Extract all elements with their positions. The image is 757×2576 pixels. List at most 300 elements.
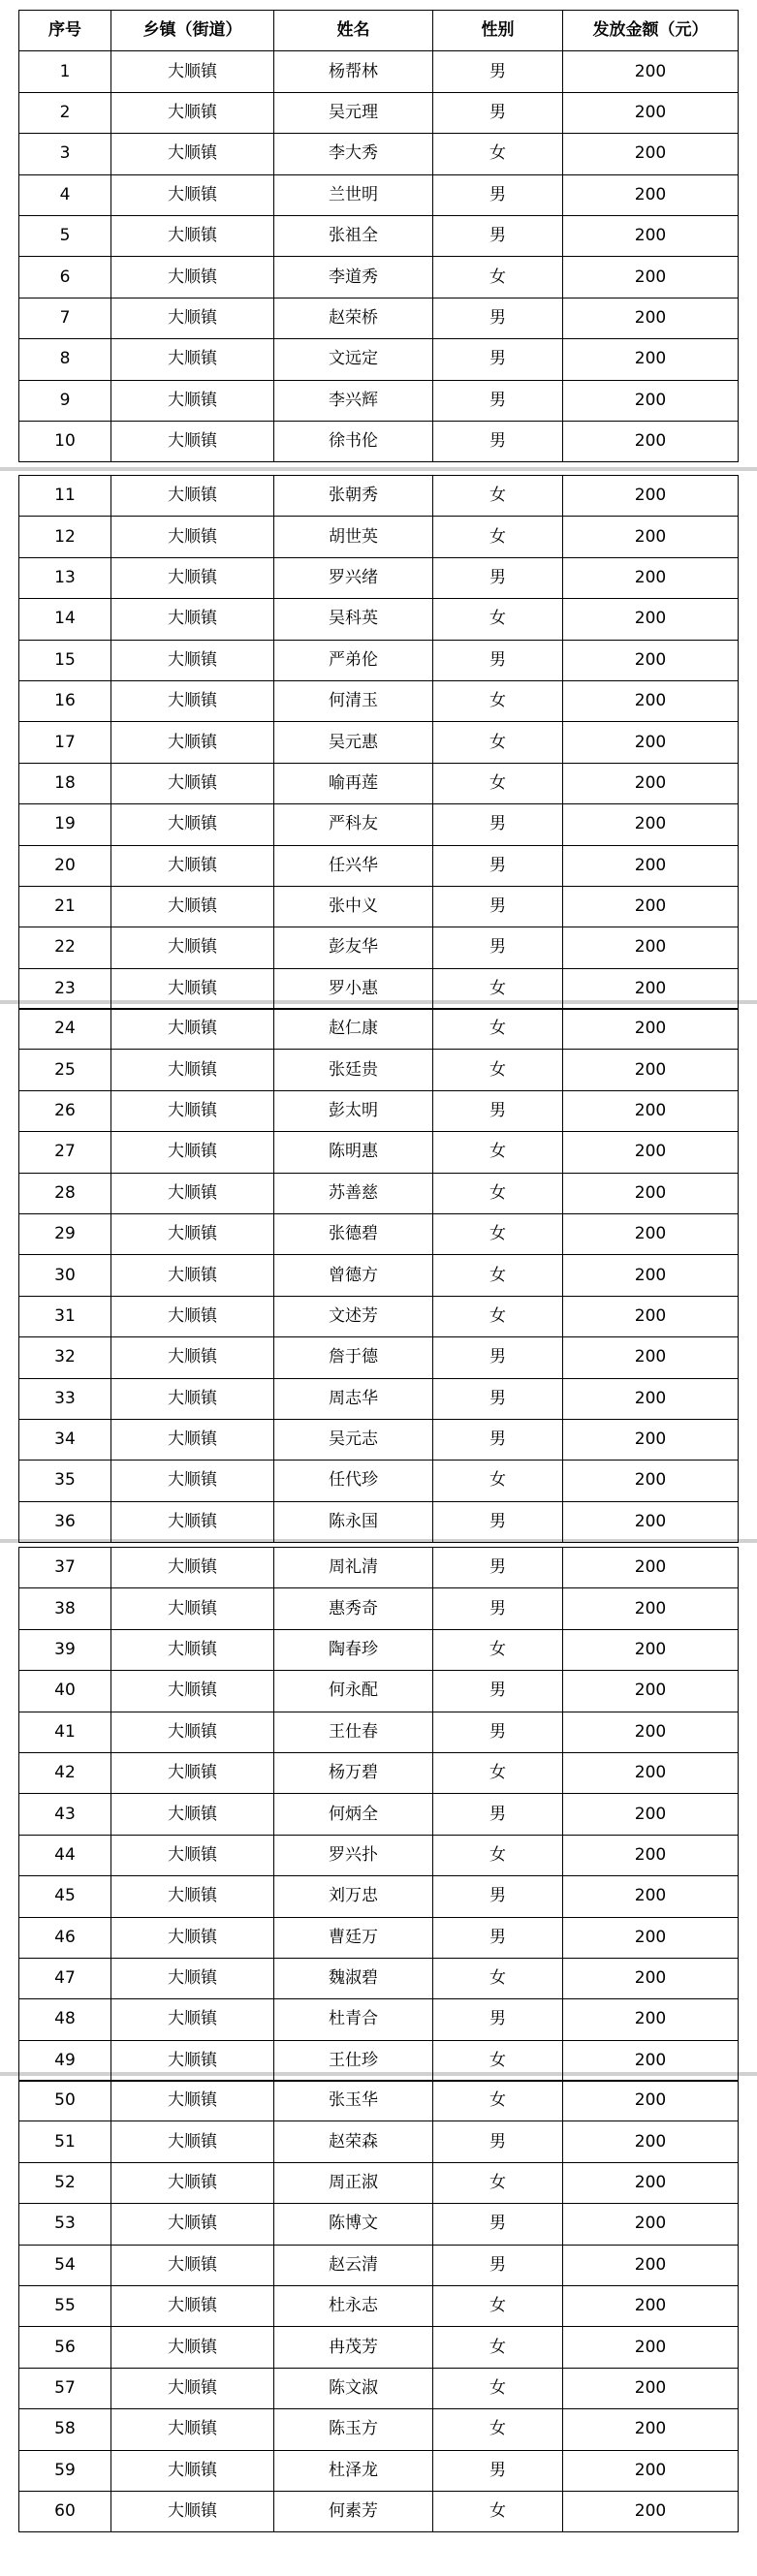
col-amount-cell: 200	[563, 1173, 739, 1213]
col-gender-cell: 男	[433, 1588, 563, 1629]
table-row	[19, 1958, 739, 1998]
col-gender-cell: 男	[433, 927, 563, 968]
col-township-cell: 大顺镇	[111, 1213, 274, 1254]
col-township-cell: 大顺镇	[111, 2327, 274, 2368]
col-township-cell: 大顺镇	[111, 1752, 274, 1793]
col-township-cell: 大顺镇	[111, 174, 274, 215]
table-row	[19, 599, 739, 640]
col-gender-cell: 男	[433, 2450, 563, 2491]
col-township-cell: 大顺镇	[111, 215, 274, 256]
col-name-cell: 王仕珍	[274, 2040, 433, 2081]
col-gender-cell: 女	[433, 1009, 563, 1050]
col-gender-cell: 女	[433, 1173, 563, 1213]
col-township-cell: 大顺镇	[111, 2450, 274, 2491]
col-township-cell: 大顺镇	[111, 1835, 274, 1875]
col-index-cell: 53	[19, 2204, 111, 2245]
col-gender-cell: 女	[433, 2081, 563, 2121]
col-name-cell: 张德碧	[274, 1213, 433, 1254]
col-index-cell: 12	[19, 517, 111, 557]
col-name-cell: 杜永志	[274, 2285, 433, 2326]
col-gender-cell: 男	[433, 557, 563, 598]
col-township-cell: 大顺镇	[111, 2081, 274, 2121]
col-index-cell: 51	[19, 2121, 111, 2162]
col-gender-cell: 男	[433, 1671, 563, 1712]
col-index-cell: 27	[19, 1132, 111, 1173]
col-township-cell: 大顺镇	[111, 2162, 274, 2203]
col-township-cell: 大顺镇	[111, 1588, 274, 1629]
col-amount-cell: 200	[563, 1501, 739, 1542]
col-amount-cell: 200	[563, 2285, 739, 2326]
col-index-cell: 28	[19, 1173, 111, 1213]
col-amount-cell: 200	[563, 1419, 739, 1460]
col-gender-cell: 男	[433, 1548, 563, 1588]
col-index-cell: 17	[19, 722, 111, 763]
recipient-table-page-3	[18, 1008, 739, 1543]
col-township-cell: 大顺镇	[111, 557, 274, 598]
page-separator	[0, 467, 757, 471]
col-name-cell: 赵荣桥	[274, 298, 433, 338]
col-gender-cell: 女	[433, 1050, 563, 1090]
table-row	[19, 1794, 739, 1835]
col-index-cell: 34	[19, 1419, 111, 1460]
col-gender-cell: 女	[433, 2040, 563, 2081]
col-township-cell: 大顺镇	[111, 298, 274, 338]
col-name-cell: 张中义	[274, 886, 433, 927]
col-township-cell: 大顺镇	[111, 51, 274, 92]
table-row	[19, 298, 739, 338]
col-amount-cell: 200	[563, 1917, 739, 1958]
table-row	[19, 722, 739, 763]
col-amount-cell: 200	[563, 421, 739, 461]
table-row	[19, 1876, 739, 1917]
col-township-cell: 大顺镇	[111, 927, 274, 968]
col-amount-cell: 200	[563, 1752, 739, 1793]
col-township-cell: 大顺镇	[111, 968, 274, 1009]
header-col-amount: 发放金额（元）	[563, 11, 739, 51]
table-row	[19, 51, 739, 92]
col-index-cell: 43	[19, 1794, 111, 1835]
col-amount-cell: 200	[563, 51, 739, 92]
col-name-cell: 文远定	[274, 339, 433, 380]
col-name-cell: 何永配	[274, 1671, 433, 1712]
col-index-cell: 41	[19, 1712, 111, 1752]
col-name-cell: 陈永国	[274, 1501, 433, 1542]
col-gender-cell: 女	[433, 1132, 563, 1173]
col-gender-cell: 男	[433, 2121, 563, 2162]
table-row	[19, 1999, 739, 2040]
col-township-cell: 大顺镇	[111, 1009, 274, 1050]
col-index-cell: 38	[19, 1588, 111, 1629]
col-amount-cell: 200	[563, 257, 739, 298]
col-gender-cell: 男	[433, 886, 563, 927]
col-index-cell: 22	[19, 927, 111, 968]
col-township-cell: 大顺镇	[111, 2121, 274, 2162]
col-amount-cell: 200	[563, 1629, 739, 1670]
table-row	[19, 557, 739, 598]
col-amount-cell: 200	[563, 2409, 739, 2450]
col-township-cell: 大顺镇	[111, 476, 274, 517]
col-township-cell: 大顺镇	[111, 1629, 274, 1670]
table-row	[19, 2204, 739, 2245]
col-name-cell: 严科友	[274, 804, 433, 845]
col-gender-cell: 男	[433, 215, 563, 256]
table-row	[19, 1671, 739, 1712]
col-township-cell: 大顺镇	[111, 1548, 274, 1588]
col-name-cell: 杜泽龙	[274, 2450, 433, 2491]
col-index-cell: 48	[19, 1999, 111, 2040]
table-row	[19, 804, 739, 845]
col-amount-cell: 200	[563, 2327, 739, 2368]
col-name-cell: 曾德方	[274, 1255, 433, 1296]
col-township-cell: 大顺镇	[111, 1132, 274, 1173]
col-amount-cell: 200	[563, 1958, 739, 1998]
header-col-township: 乡镇（街道）	[111, 11, 274, 51]
col-index-cell: 16	[19, 680, 111, 721]
col-gender-cell: 女	[433, 517, 563, 557]
col-index-cell: 3	[19, 134, 111, 174]
table-row	[19, 886, 739, 927]
col-index-cell: 30	[19, 1255, 111, 1296]
col-index-cell: 20	[19, 845, 111, 886]
col-amount-cell: 200	[563, 2368, 739, 2408]
col-name-cell: 胡世英	[274, 517, 433, 557]
table-row	[19, 1050, 739, 1090]
col-amount-cell: 200	[563, 1671, 739, 1712]
col-amount-cell: 200	[563, 599, 739, 640]
col-name-cell: 冉茂芳	[274, 2327, 433, 2368]
col-name-cell: 徐书伦	[274, 421, 433, 461]
col-index-cell: 57	[19, 2368, 111, 2408]
col-name-cell: 曹廷万	[274, 1917, 433, 1958]
col-township-cell: 大顺镇	[111, 1255, 274, 1296]
col-name-cell: 杜青合	[274, 1999, 433, 2040]
col-gender-cell: 女	[433, 722, 563, 763]
col-index-cell: 42	[19, 1752, 111, 1793]
col-gender-cell: 男	[433, 1337, 563, 1378]
col-gender-cell: 女	[433, 968, 563, 1009]
table-row	[19, 1629, 739, 1670]
col-name-cell: 何素芳	[274, 2491, 433, 2531]
col-township-cell: 大顺镇	[111, 1917, 274, 1958]
col-index-cell: 18	[19, 763, 111, 803]
col-amount-cell: 200	[563, 1255, 739, 1296]
table-row	[19, 1752, 739, 1793]
table-row	[19, 380, 739, 421]
col-township-cell: 大顺镇	[111, 1378, 274, 1419]
col-amount-cell: 200	[563, 380, 739, 421]
table-row	[19, 1461, 739, 1501]
col-name-cell: 杨帮林	[274, 51, 433, 92]
col-gender-cell: 女	[433, 763, 563, 803]
col-gender-cell: 女	[433, 1461, 563, 1501]
col-name-cell: 李道秀	[274, 257, 433, 298]
col-amount-cell: 200	[563, 1378, 739, 1419]
table-row	[19, 845, 739, 886]
col-township-cell: 大顺镇	[111, 2285, 274, 2326]
col-township-cell: 大顺镇	[111, 1999, 274, 2040]
col-name-cell: 陈博文	[274, 2204, 433, 2245]
col-name-cell: 刘万忠	[274, 1876, 433, 1917]
col-amount-cell: 200	[563, 845, 739, 886]
col-amount-cell: 200	[563, 763, 739, 803]
col-gender-cell: 女	[433, 257, 563, 298]
col-index-cell: 49	[19, 2040, 111, 2081]
table-row	[19, 1501, 739, 1542]
col-township-cell: 大顺镇	[111, 804, 274, 845]
col-index-cell: 52	[19, 2162, 111, 2203]
table-row	[19, 517, 739, 557]
col-amount-cell: 200	[563, 1009, 739, 1050]
table-row	[19, 1213, 739, 1254]
col-name-cell: 兰世明	[274, 174, 433, 215]
col-township-cell: 大顺镇	[111, 1876, 274, 1917]
col-amount-cell: 200	[563, 215, 739, 256]
col-township-cell: 大顺镇	[111, 517, 274, 557]
col-amount-cell: 200	[563, 927, 739, 968]
table-row	[19, 1378, 739, 1419]
table-row	[19, 2285, 739, 2326]
col-gender-cell: 男	[433, 339, 563, 380]
col-name-cell: 彭太明	[274, 1090, 433, 1131]
col-index-cell: 36	[19, 1501, 111, 1542]
col-township-cell: 大顺镇	[111, 1671, 274, 1712]
col-index-cell: 19	[19, 804, 111, 845]
col-name-cell: 任代珍	[274, 1461, 433, 1501]
col-gender-cell: 男	[433, 2245, 563, 2285]
col-index-cell: 60	[19, 2491, 111, 2531]
col-index-cell: 58	[19, 2409, 111, 2450]
col-name-cell: 张廷贵	[274, 1050, 433, 1090]
col-name-cell: 陶春珍	[274, 1629, 433, 1670]
table-row	[19, 2450, 739, 2491]
col-index-cell: 59	[19, 2450, 111, 2491]
col-amount-cell: 200	[563, 2121, 739, 2162]
col-township-cell: 大顺镇	[111, 339, 274, 380]
col-gender-cell: 女	[433, 2162, 563, 2203]
table-row	[19, 2081, 739, 2121]
col-amount-cell: 200	[563, 1835, 739, 1875]
col-amount-cell: 200	[563, 298, 739, 338]
col-name-cell: 罗兴扑	[274, 1835, 433, 1875]
recipient-table-page-2	[18, 475, 739, 1010]
col-name-cell: 彭友华	[274, 927, 433, 968]
col-amount-cell: 200	[563, 640, 739, 680]
col-gender-cell: 女	[433, 1835, 563, 1875]
table-row	[19, 2491, 739, 2531]
col-amount-cell: 200	[563, 1050, 739, 1090]
col-amount-cell: 200	[563, 2081, 739, 2121]
table-row	[19, 2040, 739, 2081]
col-index-cell: 24	[19, 1009, 111, 1050]
col-index-cell: 1	[19, 51, 111, 92]
col-gender-cell: 女	[433, 134, 563, 174]
table-row	[19, 968, 739, 1009]
col-name-cell: 张祖全	[274, 215, 433, 256]
table-row	[19, 1917, 739, 1958]
col-amount-cell: 200	[563, 968, 739, 1009]
col-gender-cell: 男	[433, 1999, 563, 2040]
col-gender-cell: 男	[433, 804, 563, 845]
table-row	[19, 1009, 739, 1050]
table-row	[19, 421, 739, 461]
col-amount-cell: 200	[563, 1132, 739, 1173]
col-gender-cell: 女	[433, 680, 563, 721]
col-index-cell: 10	[19, 421, 111, 461]
col-township-cell: 大顺镇	[111, 2409, 274, 2450]
col-amount-cell: 200	[563, 174, 739, 215]
table-row	[19, 2162, 739, 2203]
col-name-cell: 何炳全	[274, 1794, 433, 1835]
col-gender-cell: 男	[433, 380, 563, 421]
col-index-cell: 6	[19, 257, 111, 298]
col-amount-cell: 200	[563, 722, 739, 763]
col-gender-cell: 男	[433, 1090, 563, 1131]
col-gender-cell: 女	[433, 1255, 563, 1296]
col-name-cell: 周礼清	[274, 1548, 433, 1588]
col-amount-cell: 200	[563, 92, 739, 133]
table-row	[19, 92, 739, 133]
col-gender-cell: 男	[433, 1501, 563, 1542]
table-row	[19, 215, 739, 256]
col-name-cell: 陈文淑	[274, 2368, 433, 2408]
col-amount-cell: 200	[563, 1461, 739, 1501]
col-index-cell: 31	[19, 1296, 111, 1336]
col-amount-cell: 200	[563, 1588, 739, 1629]
table-row	[19, 1255, 739, 1296]
col-name-cell: 詹于德	[274, 1337, 433, 1378]
col-gender-cell: 男	[433, 1794, 563, 1835]
col-gender-cell: 男	[433, 845, 563, 886]
recipient-table-page-5	[18, 2080, 739, 2532]
col-gender-cell: 男	[433, 51, 563, 92]
col-amount-cell: 200	[563, 2162, 739, 2203]
table-row	[19, 339, 739, 380]
table-row	[19, 257, 739, 298]
col-index-cell: 8	[19, 339, 111, 380]
col-name-cell: 赵荣森	[274, 2121, 433, 2162]
col-name-cell: 吴元志	[274, 1419, 433, 1460]
header-col-gender: 性别	[433, 11, 563, 51]
col-gender-cell: 男	[433, 1378, 563, 1419]
col-index-cell: 9	[19, 380, 111, 421]
col-index-cell: 44	[19, 1835, 111, 1875]
col-name-cell: 陈玉方	[274, 2409, 433, 2450]
col-gender-cell: 男	[433, 421, 563, 461]
col-index-cell: 23	[19, 968, 111, 1009]
col-index-cell: 2	[19, 92, 111, 133]
table-row	[19, 763, 739, 803]
col-name-cell: 苏善慈	[274, 1173, 433, 1213]
col-index-cell: 45	[19, 1876, 111, 1917]
col-township-cell: 大顺镇	[111, 1958, 274, 1998]
col-amount-cell: 200	[563, 1296, 739, 1336]
col-name-cell: 李兴辉	[274, 380, 433, 421]
col-gender-cell: 女	[433, 476, 563, 517]
col-amount-cell: 200	[563, 804, 739, 845]
col-index-cell: 32	[19, 1337, 111, 1378]
col-amount-cell: 200	[563, 886, 739, 927]
col-gender-cell: 女	[433, 1629, 563, 1670]
col-name-cell: 吴元理	[274, 92, 433, 133]
col-amount-cell: 200	[563, 2491, 739, 2531]
col-name-cell: 张朝秀	[274, 476, 433, 517]
col-name-cell: 文述芳	[274, 1296, 433, 1336]
header-col-name: 姓名	[274, 11, 433, 51]
col-gender-cell: 女	[433, 2491, 563, 2531]
col-township-cell: 大顺镇	[111, 1461, 274, 1501]
col-township-cell: 大顺镇	[111, 1337, 274, 1378]
col-township-cell: 大顺镇	[111, 886, 274, 927]
col-amount-cell: 200	[563, 1548, 739, 1588]
col-name-cell: 赵云清	[274, 2245, 433, 2285]
col-name-cell: 王仕春	[274, 1712, 433, 1752]
col-gender-cell: 男	[433, 1712, 563, 1752]
col-name-cell: 任兴华	[274, 845, 433, 886]
table-row	[19, 1090, 739, 1131]
col-amount-cell: 200	[563, 2450, 739, 2491]
table-row	[19, 2121, 739, 2162]
col-name-cell: 李大秀	[274, 134, 433, 174]
col-name-cell: 赵仁康	[274, 1009, 433, 1050]
col-name-cell: 周志华	[274, 1378, 433, 1419]
col-name-cell: 陈明惠	[274, 1132, 433, 1173]
col-name-cell: 罗兴绪	[274, 557, 433, 598]
col-amount-cell: 200	[563, 1876, 739, 1917]
col-township-cell: 大顺镇	[111, 1296, 274, 1336]
col-index-cell: 35	[19, 1461, 111, 1501]
col-township-cell: 大顺镇	[111, 1712, 274, 1752]
col-index-cell: 55	[19, 2285, 111, 2326]
table-row	[19, 1337, 739, 1378]
col-index-cell: 7	[19, 298, 111, 338]
col-index-cell: 15	[19, 640, 111, 680]
col-township-cell: 大顺镇	[111, 134, 274, 174]
table-row	[19, 2327, 739, 2368]
table-row	[19, 134, 739, 174]
col-index-cell: 21	[19, 886, 111, 927]
col-township-cell: 大顺镇	[111, 1501, 274, 1542]
col-amount-cell: 200	[563, 1794, 739, 1835]
col-township-cell: 大顺镇	[111, 257, 274, 298]
col-amount-cell: 200	[563, 1337, 739, 1378]
col-name-cell: 严弟伦	[274, 640, 433, 680]
table-row	[19, 1548, 739, 1588]
col-index-cell: 46	[19, 1917, 111, 1958]
col-name-cell: 杨万碧	[274, 1752, 433, 1793]
col-township-cell: 大顺镇	[111, 680, 274, 721]
col-township-cell: 大顺镇	[111, 421, 274, 461]
table-row	[19, 927, 739, 968]
col-amount-cell: 200	[563, 134, 739, 174]
col-amount-cell: 200	[563, 557, 739, 598]
table-row	[19, 2368, 739, 2408]
col-index-cell: 56	[19, 2327, 111, 2368]
table-row	[19, 680, 739, 721]
col-gender-cell: 女	[433, 1958, 563, 1998]
col-township-cell: 大顺镇	[111, 763, 274, 803]
col-amount-cell: 200	[563, 2204, 739, 2245]
col-name-cell: 何清玉	[274, 680, 433, 721]
col-amount-cell: 200	[563, 680, 739, 721]
col-index-cell: 47	[19, 1958, 111, 1998]
table-row	[19, 1296, 739, 1336]
col-index-cell: 26	[19, 1090, 111, 1131]
col-name-cell: 吴元惠	[274, 722, 433, 763]
col-township-cell: 大顺镇	[111, 599, 274, 640]
col-amount-cell: 200	[563, 1712, 739, 1752]
table-row	[19, 2245, 739, 2285]
col-amount-cell: 200	[563, 2040, 739, 2081]
